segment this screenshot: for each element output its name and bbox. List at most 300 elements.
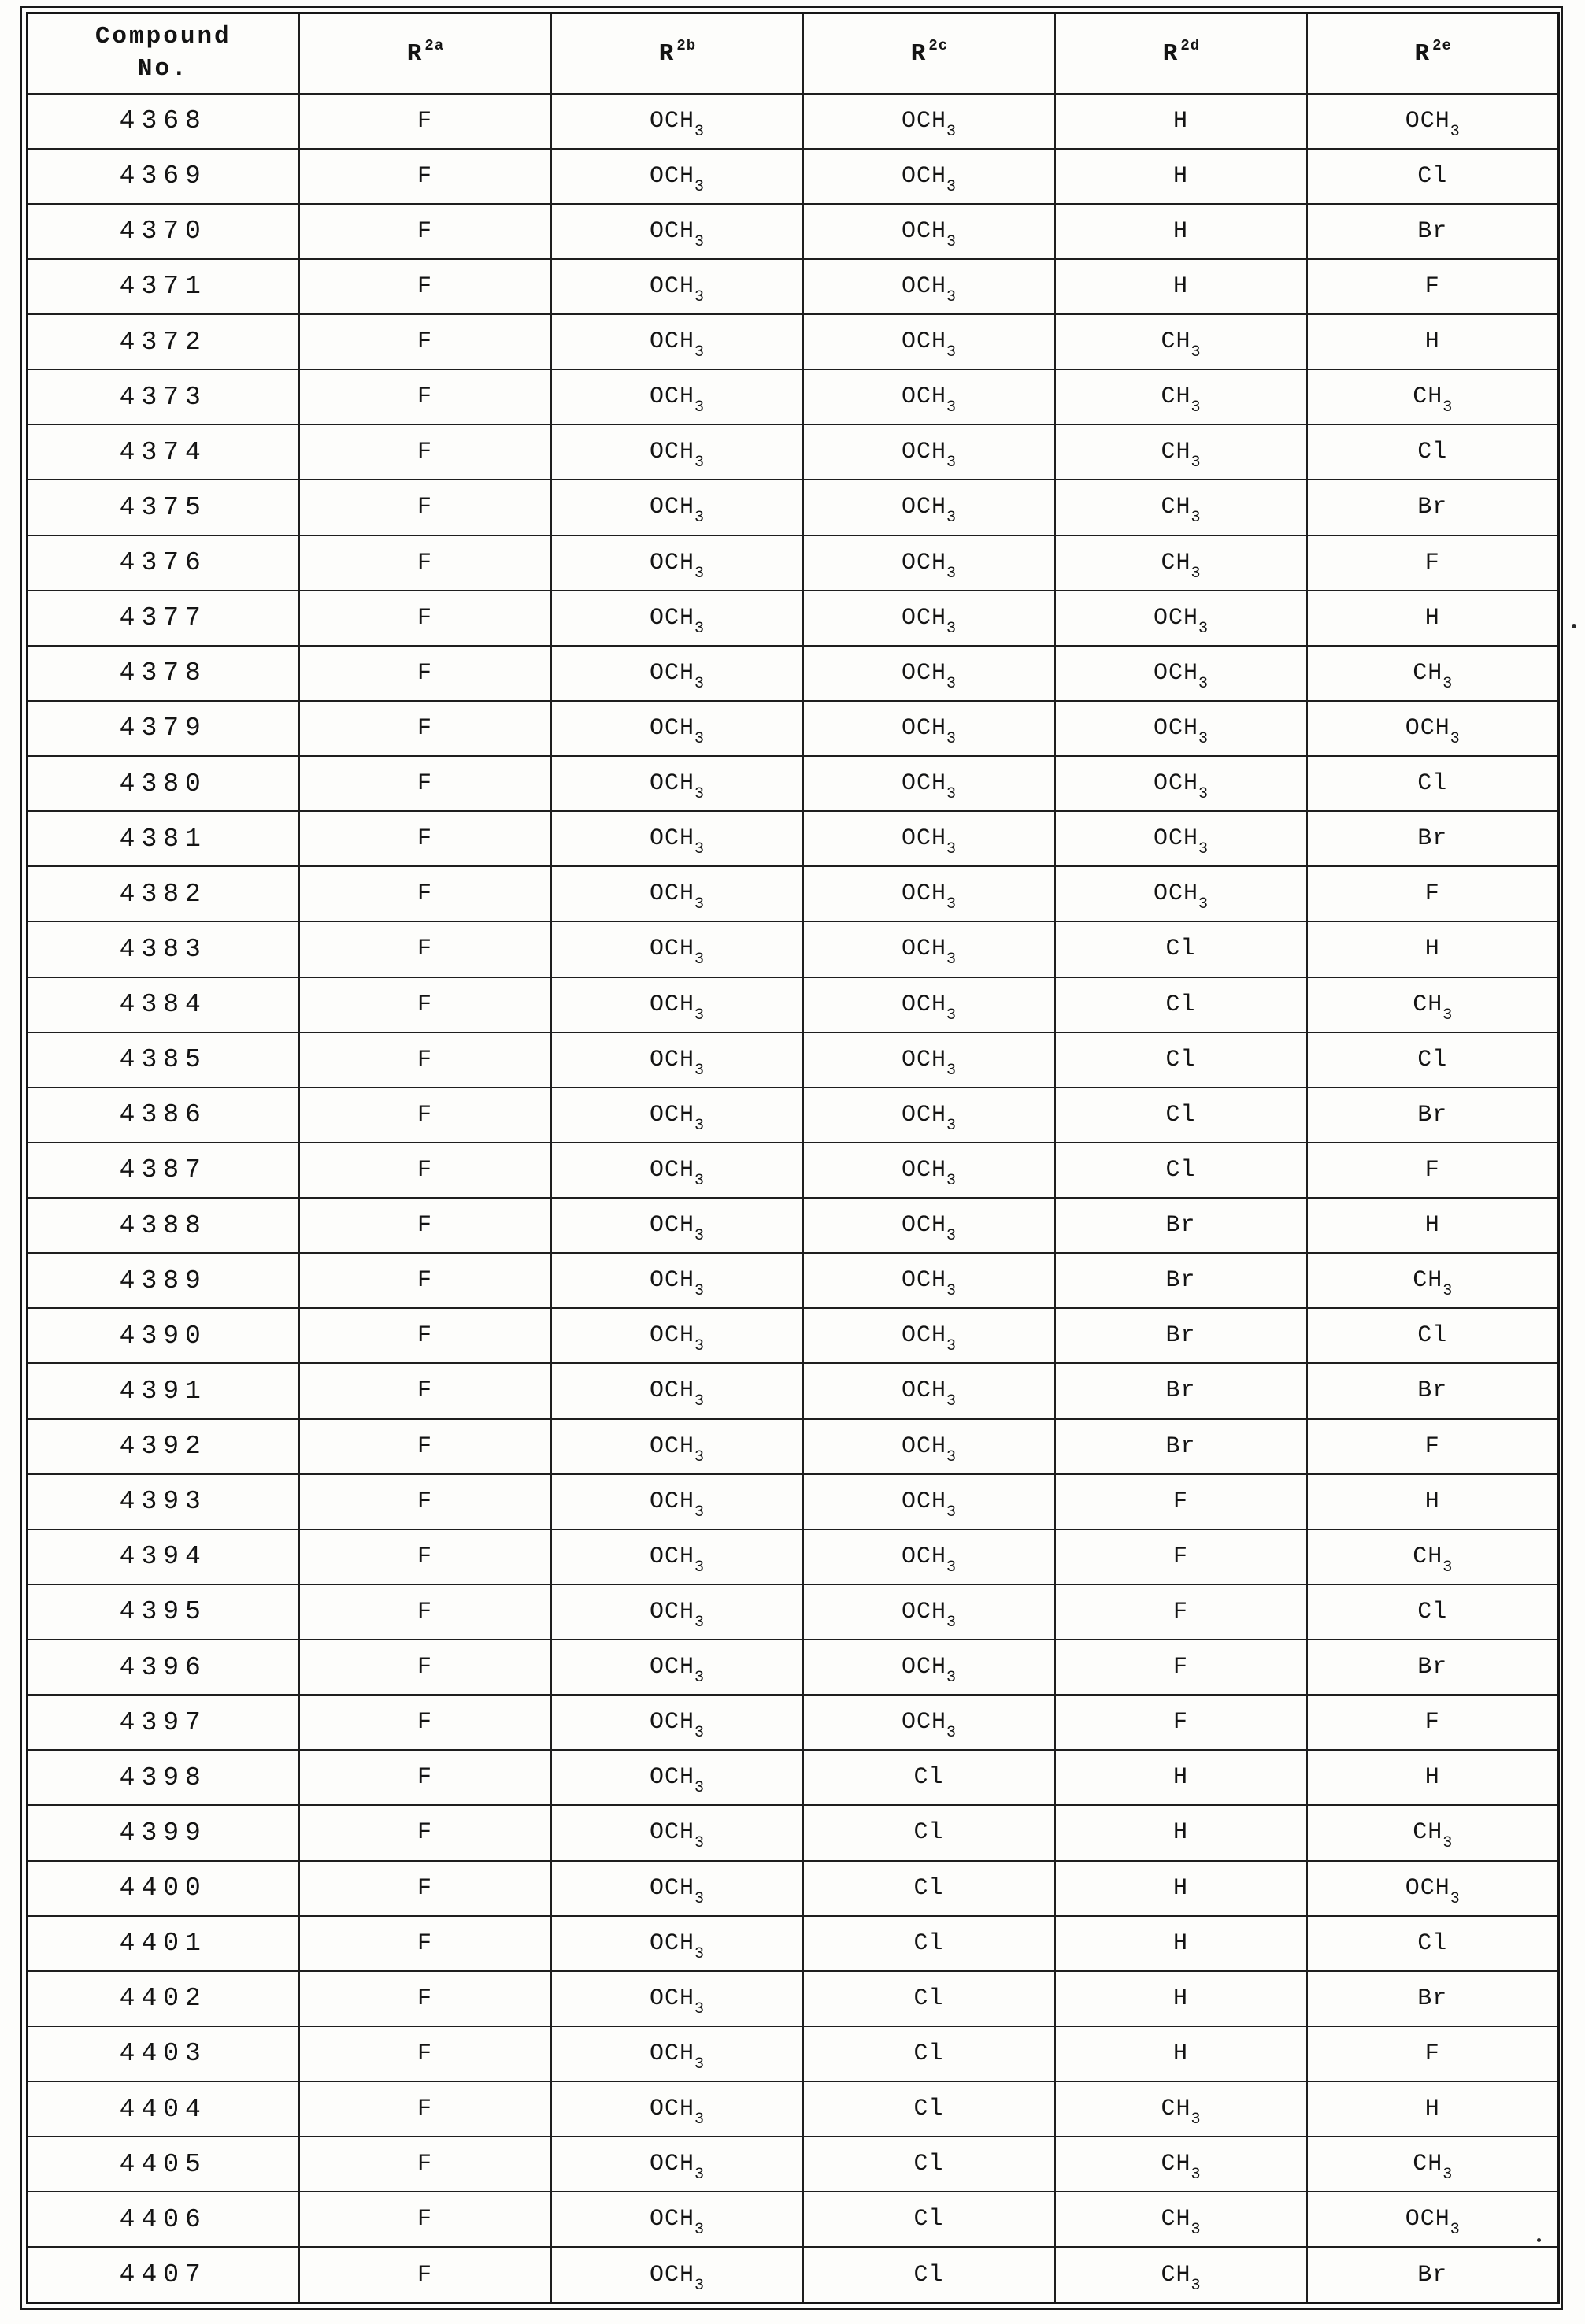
- compound-no-cell: 4383: [28, 921, 299, 977]
- substituent-cell: $OCH_3$: [551, 591, 803, 646]
- substituent-cell: $OCH_3$: [551, 1088, 803, 1143]
- substituent-cell: Cl: [803, 2192, 1055, 2247]
- substituent-cell: F: [299, 1308, 551, 1363]
- compound-no-cell: 4398: [28, 1750, 299, 1805]
- substituent-cell: F: [299, 1529, 551, 1585]
- substituent-cell: Br: [1055, 1253, 1307, 1308]
- compound-no-cell: 4372: [28, 314, 299, 369]
- substituent-cell: $OCH_3$: [803, 1198, 1055, 1253]
- table-row: [28, 646, 1559, 701]
- substituent-cell: $OCH_3$: [803, 701, 1055, 756]
- table-row: [28, 1585, 1559, 1640]
- substituent-cell: H: [1055, 1861, 1307, 1916]
- column-header-compound-no: Compound No.: [28, 13, 299, 94]
- substituent-cell: H: [1307, 1750, 1559, 1805]
- compound-table-frame: [20, 6, 1563, 2310]
- table-row: [28, 921, 1559, 977]
- substituent-cell: $OCH_3$: [551, 1474, 803, 1529]
- substituent-cell: $OCH_3$: [803, 591, 1055, 646]
- substituent-cell: $CH_3$: [1055, 2247, 1307, 2303]
- table-row: [28, 1529, 1559, 1585]
- substituent-cell: F: [1307, 1419, 1559, 1474]
- substituent-cell: F: [299, 2192, 551, 2247]
- table-row: [28, 204, 1559, 259]
- column-header-r2d: [1055, 13, 1307, 94]
- substituent-cell: F: [299, 1363, 551, 1418]
- substituent-cell: F: [299, 1861, 551, 1916]
- substituent-cell: F: [299, 314, 551, 369]
- substituent-cell: $OCH_3$: [551, 2081, 803, 2137]
- substituent-cell: $OCH_3$: [1307, 94, 1559, 149]
- header-superscript: 2a: [424, 37, 445, 55]
- substituent-cell: $OCH_3$: [551, 369, 803, 424]
- substituent-cell: F: [299, 646, 551, 701]
- substituent-cell: $CH_3$: [1307, 1253, 1559, 1308]
- substituent-cell: $OCH_3$: [1055, 811, 1307, 866]
- substituent-cell: $CH_3$: [1307, 977, 1559, 1032]
- substituent-cell: $OCH_3$: [1307, 1861, 1559, 1916]
- substituent-cell: Cl: [803, 2026, 1055, 2081]
- compound-no-cell: 4378: [28, 646, 299, 701]
- compound-no-cell: 4399: [28, 1805, 299, 1860]
- substituent-cell: H: [1055, 94, 1307, 149]
- substituent-cell: Br: [1307, 811, 1559, 866]
- substituent-cell: $OCH_3$: [803, 811, 1055, 866]
- substituent-cell: F: [1055, 1585, 1307, 1640]
- substituent-cell: $OCH_3$: [551, 1805, 803, 1860]
- substituent-cell: $CH_3$: [1055, 424, 1307, 480]
- substituent-cell: $CH_3$: [1055, 536, 1307, 591]
- substituent-cell: H: [1307, 591, 1559, 646]
- substituent-cell: $OCH_3$: [551, 1308, 803, 1363]
- substituent-cell: $OCH_3$: [551, 1198, 803, 1253]
- substituent-cell: F: [299, 1805, 551, 1860]
- header-superscript: 2c: [928, 37, 949, 55]
- substituent-cell: Br: [1307, 1640, 1559, 1695]
- substituent-cell: H: [1307, 1474, 1559, 1529]
- substituent-cell: Br: [1307, 1088, 1559, 1143]
- substituent-cell: $OCH_3$: [551, 2137, 803, 2192]
- substituent-cell: F: [299, 149, 551, 204]
- substituent-cell: $OCH_3$: [551, 2247, 803, 2303]
- substituent-cell: F: [299, 94, 551, 149]
- substituent-cell: $OCH_3$: [551, 149, 803, 204]
- substituent-cell: $OCH_3$: [551, 866, 803, 921]
- header-row: [28, 13, 1559, 94]
- compound-no-cell: 4369: [28, 149, 299, 204]
- substituent-cell: $OCH_3$: [551, 2026, 803, 2081]
- substituent-cell: F: [1055, 1529, 1307, 1585]
- substituent-cell: $OCH_3$: [803, 1253, 1055, 1308]
- table-row: [28, 424, 1559, 480]
- substituent-cell: $OCH_3$: [803, 424, 1055, 480]
- compound-no-cell: 4404: [28, 2081, 299, 2137]
- column-header-r2a: [299, 13, 551, 94]
- substituent-cell: Cl: [803, 2247, 1055, 2303]
- header-base: R: [910, 40, 928, 69]
- substituent-cell: F: [299, 977, 551, 1032]
- substituent-cell: $OCH_3$: [803, 1308, 1055, 1363]
- substituent-cell: F: [1307, 536, 1559, 591]
- substituent-cell: F: [1055, 1640, 1307, 1695]
- substituent-cell: $OCH_3$: [551, 1861, 803, 1916]
- table-row: [28, 2192, 1559, 2247]
- substituent-cell: F: [1307, 1143, 1559, 1198]
- substituent-cell: F: [1307, 866, 1559, 921]
- substituent-cell: F: [299, 424, 551, 480]
- compound-no-cell: 4392: [28, 1419, 299, 1474]
- substituent-cell: $OCH_3$: [803, 977, 1055, 1032]
- compound-no-cell: 4376: [28, 536, 299, 591]
- substituent-cell: $OCH_3$: [551, 1916, 803, 1971]
- table-row: [28, 480, 1559, 535]
- compound-no-cell: 4386: [28, 1088, 299, 1143]
- substituent-cell: Cl: [1307, 149, 1559, 204]
- compound-no-cell: 4388: [28, 1198, 299, 1253]
- substituent-cell: $CH_3$: [1307, 2137, 1559, 2192]
- compound-no-cell: 4371: [28, 259, 299, 314]
- substituent-cell: $OCH_3$: [1307, 2192, 1559, 2247]
- compound-no-cell: 4384: [28, 977, 299, 1032]
- substituent-cell: Cl: [1055, 1143, 1307, 1198]
- compound-no-cell: 4389: [28, 1253, 299, 1308]
- scan-artifact-dot: [1537, 2238, 1541, 2242]
- table-row: [28, 1805, 1559, 1860]
- substituent-cell: F: [299, 536, 551, 591]
- substituent-cell: Br: [1055, 1198, 1307, 1253]
- substituent-cell: $OCH_3$: [803, 1474, 1055, 1529]
- compound-no-cell: 4385: [28, 1032, 299, 1088]
- table-header: [28, 13, 1559, 94]
- substituent-cell: $CH_3$: [1055, 2081, 1307, 2137]
- substituent-cell: $OCH_3$: [551, 424, 803, 480]
- substituent-cell: $OCH_3$: [803, 369, 1055, 424]
- substituent-cell: Cl: [1055, 1088, 1307, 1143]
- substituent-cell: H: [1055, 1805, 1307, 1860]
- substituent-cell: Br: [1307, 1971, 1559, 2026]
- table-row: [28, 1143, 1559, 1198]
- substituent-cell: Cl: [1307, 756, 1559, 811]
- compound-no-cell: 4402: [28, 1971, 299, 2026]
- table-row: [28, 1695, 1559, 1750]
- compound-no-cell: 4387: [28, 1143, 299, 1198]
- substituent-cell: F: [299, 2081, 551, 2137]
- substituent-cell: $OCH_3$: [803, 1529, 1055, 1585]
- substituent-cell: F: [299, 1198, 551, 1253]
- substituent-cell: H: [1055, 2026, 1307, 2081]
- header-superscript: 2e: [1432, 37, 1452, 55]
- substituent-cell: $OCH_3$: [551, 1419, 803, 1474]
- substituent-cell: F: [299, 866, 551, 921]
- compound-no-cell: 4382: [28, 866, 299, 921]
- substituent-cell: Cl: [1307, 1585, 1559, 1640]
- compound-no-cell: 4368: [28, 94, 299, 149]
- substituent-cell: F: [299, 921, 551, 977]
- substituent-cell: $OCH_3$: [551, 536, 803, 591]
- substituent-cell: $OCH_3$: [803, 1419, 1055, 1474]
- substituent-cell: F: [299, 1916, 551, 1971]
- substituent-cell: H: [1055, 1750, 1307, 1805]
- compound-no-cell: 4374: [28, 424, 299, 480]
- compound-no-cell: 4407: [28, 2247, 299, 2303]
- header-base: R: [658, 40, 676, 69]
- table-row: [28, 2026, 1559, 2081]
- substituent-cell: Cl: [1307, 424, 1559, 480]
- substituent-cell: F: [299, 1088, 551, 1143]
- compound-no-cell: 4396: [28, 1640, 299, 1695]
- table-row: [28, 1032, 1559, 1088]
- table-row: [28, 1198, 1559, 1253]
- substituent-cell: Cl: [803, 1916, 1055, 1971]
- compound-no-cell: 4400: [28, 1861, 299, 1916]
- table-row: [28, 1419, 1559, 1474]
- substituent-cell: $OCH_3$: [551, 701, 803, 756]
- table-row: [28, 1308, 1559, 1363]
- substituent-cell: Cl: [803, 1750, 1055, 1805]
- substituent-cell: F: [299, 1585, 551, 1640]
- substituent-cell: Cl: [1307, 1032, 1559, 1088]
- table-row: [28, 259, 1559, 314]
- table-row: [28, 977, 1559, 1032]
- substituent-cell: Br: [1307, 1363, 1559, 1418]
- substituent-cell: H: [1055, 149, 1307, 204]
- substituent-cell: F: [1055, 1695, 1307, 1750]
- substituent-cell: F: [1307, 259, 1559, 314]
- substituent-cell: $OCH_3$: [803, 1143, 1055, 1198]
- compound-table: [26, 12, 1560, 2304]
- substituent-cell: $OCH_3$: [803, 94, 1055, 149]
- table-row: [28, 756, 1559, 811]
- compound-no-cell: 4379: [28, 701, 299, 756]
- substituent-cell: $CH_3$: [1307, 1805, 1559, 1860]
- table-row: [28, 1750, 1559, 1805]
- substituent-cell: F: [299, 1143, 551, 1198]
- substituent-cell: F: [299, 2247, 551, 2303]
- substituent-cell: F: [1055, 1474, 1307, 1529]
- substituent-cell: F: [299, 591, 551, 646]
- substituent-cell: Cl: [803, 2137, 1055, 2192]
- substituent-cell: $OCH_3$: [551, 1695, 803, 1750]
- substituent-cell: Cl: [803, 1971, 1055, 2026]
- compound-no-cell: 4405: [28, 2137, 299, 2192]
- substituent-cell: Cl: [803, 2081, 1055, 2137]
- compound-no-cell: 4375: [28, 480, 299, 535]
- substituent-cell: F: [299, 1750, 551, 1805]
- compound-no-cell: 4397: [28, 1695, 299, 1750]
- substituent-cell: $OCH_3$: [803, 866, 1055, 921]
- compound-no-cell: 4401: [28, 1916, 299, 1971]
- compound-no-cell: 4373: [28, 369, 299, 424]
- substituent-cell: Br: [1055, 1363, 1307, 1418]
- compound-no-cell: 4377: [28, 591, 299, 646]
- substituent-cell: Cl: [1307, 1916, 1559, 1971]
- substituent-cell: F: [299, 1419, 551, 1474]
- substituent-cell: Cl: [1307, 1308, 1559, 1363]
- table-row: [28, 591, 1559, 646]
- substituent-cell: $OCH_3$: [551, 1971, 803, 2026]
- table-row: [28, 811, 1559, 866]
- substituent-cell: Cl: [1055, 1032, 1307, 1088]
- substituent-cell: $CH_3$: [1055, 314, 1307, 369]
- header-superscript: 2d: [1180, 37, 1201, 55]
- substituent-cell: $OCH_3$: [803, 259, 1055, 314]
- substituent-cell: $OCH_3$: [551, 1032, 803, 1088]
- substituent-cell: H: [1307, 921, 1559, 977]
- substituent-cell: $CH_3$: [1055, 369, 1307, 424]
- substituent-cell: $OCH_3$: [551, 1143, 803, 1198]
- compound-no-cell: 4403: [28, 2026, 299, 2081]
- substituent-cell: F: [299, 811, 551, 866]
- substituent-cell: $OCH_3$: [551, 204, 803, 259]
- substituent-cell: $OCH_3$: [551, 1585, 803, 1640]
- substituent-cell: $OCH_3$: [1055, 866, 1307, 921]
- column-header-r2b: [551, 13, 803, 94]
- substituent-cell: $OCH_3$: [551, 259, 803, 314]
- substituent-cell: $CH_3$: [1055, 480, 1307, 535]
- substituent-cell: $OCH_3$: [551, 1363, 803, 1418]
- substituent-cell: H: [1307, 2081, 1559, 2137]
- substituent-cell: F: [299, 756, 551, 811]
- scan-artifact-dot: [1572, 624, 1576, 628]
- substituent-cell: $OCH_3$: [551, 1640, 803, 1695]
- substituent-cell: $OCH_3$: [551, 314, 803, 369]
- substituent-cell: $OCH_3$: [803, 646, 1055, 701]
- substituent-cell: F: [299, 701, 551, 756]
- substituent-cell: $CH_3$: [1307, 369, 1559, 424]
- table-row: [28, 314, 1559, 369]
- substituent-cell: $OCH_3$: [803, 921, 1055, 977]
- substituent-cell: $OCH_3$: [551, 94, 803, 149]
- substituent-cell: $CH_3$: [1055, 2192, 1307, 2247]
- substituent-cell: $OCH_3$: [803, 1585, 1055, 1640]
- substituent-cell: F: [299, 1640, 551, 1695]
- substituent-cell: Br: [1307, 204, 1559, 259]
- substituent-cell: Br: [1055, 1308, 1307, 1363]
- substituent-cell: F: [299, 259, 551, 314]
- substituent-cell: $OCH_3$: [1055, 646, 1307, 701]
- substituent-cell: H: [1055, 1971, 1307, 2026]
- compound-no-cell: 4393: [28, 1474, 299, 1529]
- column-header-r2e: [1307, 13, 1559, 94]
- table-row: [28, 1640, 1559, 1695]
- substituent-cell: F: [299, 480, 551, 535]
- substituent-cell: $OCH_3$: [803, 1088, 1055, 1143]
- table-row: [28, 1861, 1559, 1916]
- table-row: [28, 149, 1559, 204]
- table-row: [28, 2137, 1559, 2192]
- substituent-cell: $OCH_3$: [551, 756, 803, 811]
- substituent-cell: F: [299, 1474, 551, 1529]
- substituent-cell: $CH_3$: [1055, 2137, 1307, 2192]
- substituent-cell: $OCH_3$: [803, 314, 1055, 369]
- column-header-r2c: [803, 13, 1055, 94]
- compound-no-cell: 4394: [28, 1529, 299, 1585]
- table-row: [28, 1916, 1559, 1971]
- substituent-cell: $OCH_3$: [803, 480, 1055, 535]
- substituent-cell: $OCH_3$: [551, 921, 803, 977]
- substituent-cell: Br: [1307, 480, 1559, 535]
- substituent-cell: H: [1055, 204, 1307, 259]
- header-superscript: 2b: [676, 37, 697, 55]
- table-row: [28, 866, 1559, 921]
- header-base: R: [1414, 40, 1431, 69]
- substituent-cell: $OCH_3$: [551, 1529, 803, 1585]
- substituent-cell: $OCH_3$: [803, 149, 1055, 204]
- substituent-cell: F: [299, 2026, 551, 2081]
- substituent-cell: F: [1307, 2026, 1559, 2081]
- compound-no-cell: 4391: [28, 1363, 299, 1418]
- substituent-cell: $OCH_3$: [803, 536, 1055, 591]
- compound-no-cell: 4380: [28, 756, 299, 811]
- compound-no-cell: 4390: [28, 1308, 299, 1363]
- substituent-cell: $OCH_3$: [803, 1363, 1055, 1418]
- substituent-cell: Cl: [1055, 921, 1307, 977]
- table-row: [28, 701, 1559, 756]
- substituent-cell: F: [299, 1695, 551, 1750]
- substituent-cell: H: [1055, 259, 1307, 314]
- substituent-cell: $OCH_3$: [803, 1695, 1055, 1750]
- substituent-cell: F: [1307, 1695, 1559, 1750]
- substituent-cell: F: [299, 204, 551, 259]
- substituent-cell: F: [299, 1253, 551, 1308]
- header-base: R: [1162, 40, 1179, 69]
- substituent-cell: $OCH_3$: [551, 811, 803, 866]
- substituent-cell: $CH_3$: [1307, 646, 1559, 701]
- substituent-cell: $OCH_3$: [1307, 701, 1559, 756]
- substituent-cell: Cl: [803, 1805, 1055, 1860]
- table-row: [28, 1088, 1559, 1143]
- substituent-cell: $OCH_3$: [551, 1750, 803, 1805]
- substituent-cell: H: [1055, 1916, 1307, 1971]
- table-row: [28, 1971, 1559, 2026]
- table-row: [28, 2081, 1559, 2137]
- table-row: [28, 1363, 1559, 1418]
- substituent-cell: Cl: [1055, 977, 1307, 1032]
- compound-no-cell: 4406: [28, 2192, 299, 2247]
- substituent-cell: $OCH_3$: [551, 977, 803, 1032]
- compound-no-cell: 4370: [28, 204, 299, 259]
- substituent-cell: $OCH_3$: [551, 1253, 803, 1308]
- substituent-cell: Cl: [803, 1861, 1055, 1916]
- table-body: [28, 94, 1559, 2304]
- substituent-cell: $OCH_3$: [803, 756, 1055, 811]
- substituent-cell: H: [1307, 314, 1559, 369]
- substituent-cell: $OCH_3$: [1055, 701, 1307, 756]
- substituent-cell: $OCH_3$: [551, 2192, 803, 2247]
- substituent-cell: F: [299, 1032, 551, 1088]
- header-base: R: [406, 40, 424, 69]
- table-row: [28, 2247, 1559, 2303]
- table-row: [28, 536, 1559, 591]
- substituent-cell: Br: [1055, 1419, 1307, 1474]
- table-row: [28, 1474, 1559, 1529]
- table-row: [28, 1253, 1559, 1308]
- substituent-cell: $OCH_3$: [1055, 591, 1307, 646]
- substituent-cell: $OCH_3$: [1055, 756, 1307, 811]
- table-row: [28, 94, 1559, 149]
- substituent-cell: $CH_3$: [1307, 1529, 1559, 1585]
- substituent-cell: $OCH_3$: [803, 1032, 1055, 1088]
- substituent-cell: F: [299, 369, 551, 424]
- compound-no-cell: 4395: [28, 1585, 299, 1640]
- substituent-cell: Br: [1307, 2247, 1559, 2303]
- compound-no-cell: 4381: [28, 811, 299, 866]
- substituent-cell: $OCH_3$: [551, 646, 803, 701]
- table-row: [28, 369, 1559, 424]
- substituent-cell: F: [299, 1971, 551, 2026]
- substituent-cell: F: [299, 2137, 551, 2192]
- substituent-cell: $OCH_3$: [803, 204, 1055, 259]
